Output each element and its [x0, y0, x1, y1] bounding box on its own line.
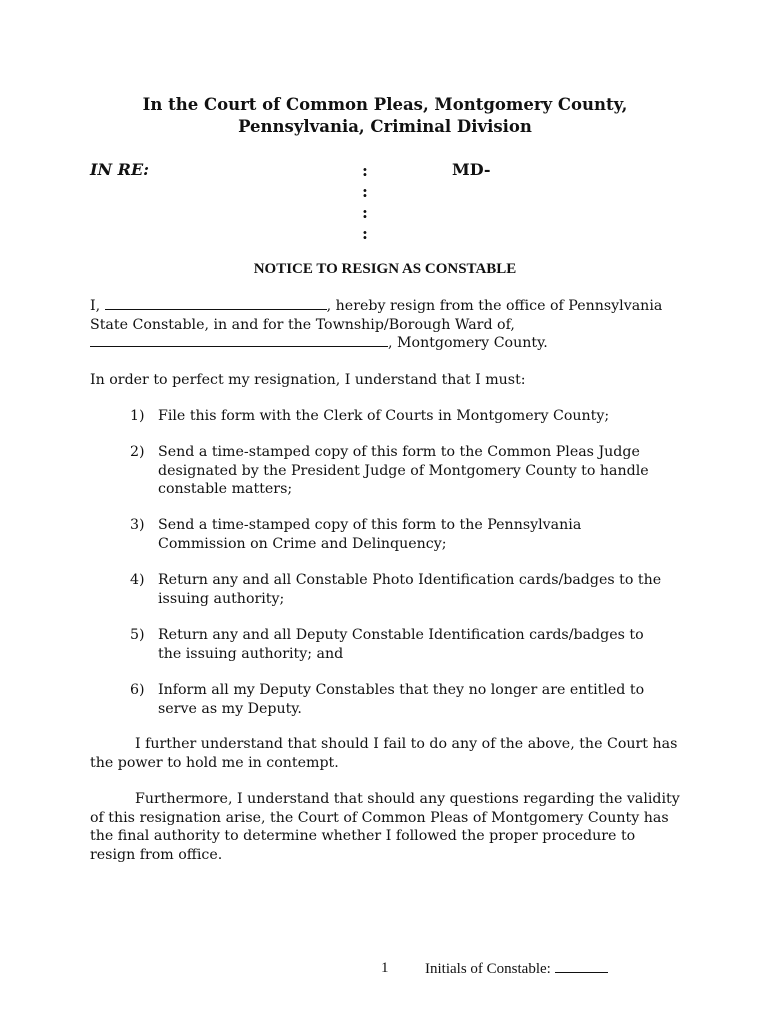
list-text: Return any and all Deputy Constable Identification cards/badges to the issuing authority; and	[158, 627, 644, 662]
caption-colon: :	[362, 224, 368, 243]
constable-name-blank[interactable]	[105, 297, 327, 310]
list-item	[130, 443, 690, 499]
list-text: File this form with the Clerk of Courts in Montgomery County;	[158, 408, 610, 424]
list-number: 5)	[130, 627, 145, 643]
resignation-prefix: I,	[90, 298, 101, 314]
list-item	[130, 681, 690, 718]
list-text: Send a time-stamped copy of this form to the Common Pleas Judge designated by the President Judge of Montgomery County to handle constable matters;	[158, 444, 649, 497]
resignation-clause: , hereby resign from the office of Pennsylvania	[326, 298, 663, 314]
list-number: 3)	[130, 517, 145, 533]
case-caption	[90, 160, 690, 250]
contempt-text: I further understand that should I fail to do any of the above, the Court has the power to hold me in contempt.	[90, 736, 678, 771]
list-text: Inform all my Deputy Constables that they no longer are entitled to serve as my Deputy.	[158, 682, 645, 717]
initials-blank[interactable]	[555, 960, 608, 973]
resignation-line-2: State Constable, in and for the Township/Borough Ward of,	[90, 316, 515, 333]
in-re-label: IN RE:	[90, 160, 150, 179]
authority-paragraph	[90, 790, 680, 864]
list-number: 4)	[130, 572, 145, 588]
list-item	[130, 571, 690, 608]
initials-field	[425, 960, 608, 978]
resignation-statement	[90, 297, 690, 353]
list-number: 1)	[130, 408, 145, 424]
caption-colon-column	[362, 160, 368, 244]
intro-text: In order to perfect my resignation, I understand that I must:	[90, 372, 526, 388]
list-item	[130, 407, 690, 426]
contempt-paragraph	[90, 735, 680, 772]
caption-colon: :	[362, 161, 368, 180]
list-text: Return any and all Constable Photo Identification cards/badges to the issuing authority;	[158, 572, 662, 607]
authority-text: Furthermore, I understand that should any questions regarding the validity of this resignation arise, the Court of Common Pleas of Montgomery County has the final authority to determine whether I followed the proper procedure to resign from office.	[90, 791, 680, 863]
initials-label: Initials of Constable:	[425, 961, 551, 977]
county-suffix: , Montgomery County.	[388, 335, 548, 351]
caption-colon: :	[362, 182, 368, 201]
list-item	[130, 516, 690, 553]
court-heading-line-1: In the Court of Common Pleas, Montgomery County,	[142, 95, 628, 114]
court-heading	[0, 94, 770, 138]
docket-number-label: MD-	[452, 160, 491, 179]
list-number: 2)	[130, 444, 145, 460]
list-text: Send a time-stamped copy of this form to the Pennsylvania Commission on Crime and Delinquency;	[158, 517, 582, 552]
list-number: 6)	[130, 682, 145, 698]
caption-colon: :	[362, 203, 368, 222]
ward-blank[interactable]	[90, 334, 388, 347]
notice-title: NOTICE TO RESIGN AS CONSTABLE	[253, 261, 517, 277]
list-item	[130, 626, 690, 663]
court-heading-line-2: Pennsylvania, Criminal Division	[238, 117, 532, 136]
page-number: 1	[381, 960, 389, 976]
